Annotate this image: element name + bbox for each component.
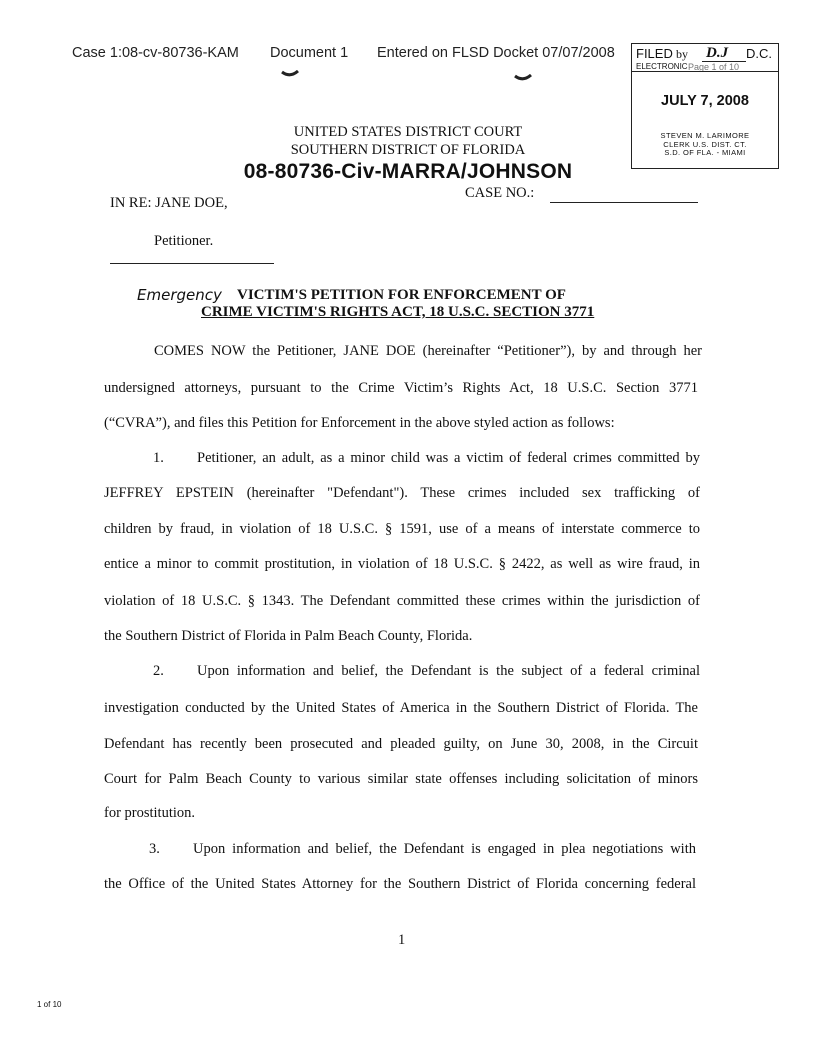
docket-case-ref: Case 1:08-cv-80736-KAM	[72, 45, 239, 61]
paragraph-line: investigation conducted by the United States of America in the Southern District of Florida. The	[104, 701, 698, 716]
punch-mark-right	[514, 74, 532, 82]
petition-title-line1: VICTIM'S PETITION FOR ENFORCEMENT OF	[237, 287, 566, 303]
caption-party: Petitioner.	[154, 233, 214, 249]
petition-title-line2: CRIME VICTIM'S RIGHTS ACT, 18 U.S.C. SECTION 3771	[201, 304, 595, 320]
stamp-clerk-line: STEVEN M. LARIMORE	[660, 131, 750, 140]
stamp-by: by	[676, 47, 688, 61]
paragraph-line: JEFFREY EPSTEIN (hereinafter "Defendant"). These crimes included sex trafficking of	[104, 486, 700, 501]
paragraph-line: Upon information and belief, the Defendant is engaged in plea negotiations with	[193, 842, 696, 857]
intro-line: COMES NOW the Petitioner, JANE DOE (hereinafter “Petitioner”), by and through her	[154, 344, 702, 359]
paragraph-line: Upon information and belief, the Defendant is the subject of a federal criminal	[197, 664, 700, 679]
intro-line: (“CVRA”), and files this Petition for Enforcement in the above styled action as follows:	[104, 415, 615, 431]
paragraph-line: the Southern District of Florida in Palm Beach County, Florida.	[104, 628, 473, 644]
caption-in-re: IN RE: JANE DOE,	[110, 195, 228, 211]
paragraph-line: for prostitution.	[104, 805, 196, 821]
paragraph-line: the Office of the United States Attorney for the Southern District of Florida concerning federal	[104, 877, 696, 892]
case-number: 08-80736-Civ-MARRA/JOHNSON	[243, 160, 573, 183]
case-no-line	[550, 202, 698, 203]
stamp-divider	[632, 71, 778, 72]
handwritten-emergency: Emergency	[137, 286, 222, 304]
stamp-dc: D.C.	[746, 46, 772, 61]
paragraph-number: 2.	[153, 663, 164, 679]
paragraph-line: children by fraud, in violation of 18 U.S.C. § 1591, use of a means of interstate commerce to	[104, 522, 700, 537]
stamp-initial-line	[702, 61, 746, 62]
court-district: SOUTHERN DISTRICT OF FLORIDA	[290, 142, 526, 158]
paragraph-line: entice a minor to commit prostitution, in violation of 18 U.S.C. § 2422, as well as wire fraud, in	[104, 557, 700, 572]
docket-document: Document 1	[270, 45, 349, 61]
stamp-clerk-line: S.D. OF FLA. - MIAMI	[664, 148, 746, 157]
stamp-filed: FILED	[636, 46, 673, 61]
case-no-label: CASE NO.:	[465, 185, 535, 201]
stamp-clerk-line: CLERK U.S. DIST. CT.	[663, 139, 747, 149]
paragraph-line: Defendant has recently been prosecuted and pleaded guilty, on June 30, 2008, in the Circuit	[104, 737, 698, 752]
paragraph-line: Petitioner, an adult, as a minor child was a victim of federal crimes committed by	[197, 451, 700, 466]
paragraph-line: violation of 18 U.S.C. § 1343. The Defendant committed these crimes within the jurisdiction of	[104, 594, 700, 609]
paragraph-number: 3.	[149, 841, 160, 857]
page-number: 1	[398, 932, 406, 948]
stamp-electronic: ELECTRONIC	[636, 62, 688, 71]
punch-mark-left	[281, 70, 299, 78]
docket-page: Page 1 of 10	[688, 62, 740, 72]
caption-rule	[110, 263, 274, 264]
court-name: UNITED STATES DISTRICT COURT	[293, 124, 523, 140]
stamp-initials: D.J	[706, 45, 729, 61]
stamp-date: JULY 7, 2008	[661, 93, 749, 109]
paragraph-line: Court for Palm Beach County to various similar state offenses including solicitation of minors	[104, 772, 698, 787]
sheet-count: 1 of 10	[37, 1000, 62, 1009]
docket-entered: Entered on FLSD Docket 07/07/2008	[377, 45, 615, 61]
intro-line: undersigned attorneys, pursuant to the Crime Victim’s Rights Act, 18 U.S.C. Section 3771	[104, 381, 698, 396]
paragraph-number: 1.	[153, 450, 164, 466]
